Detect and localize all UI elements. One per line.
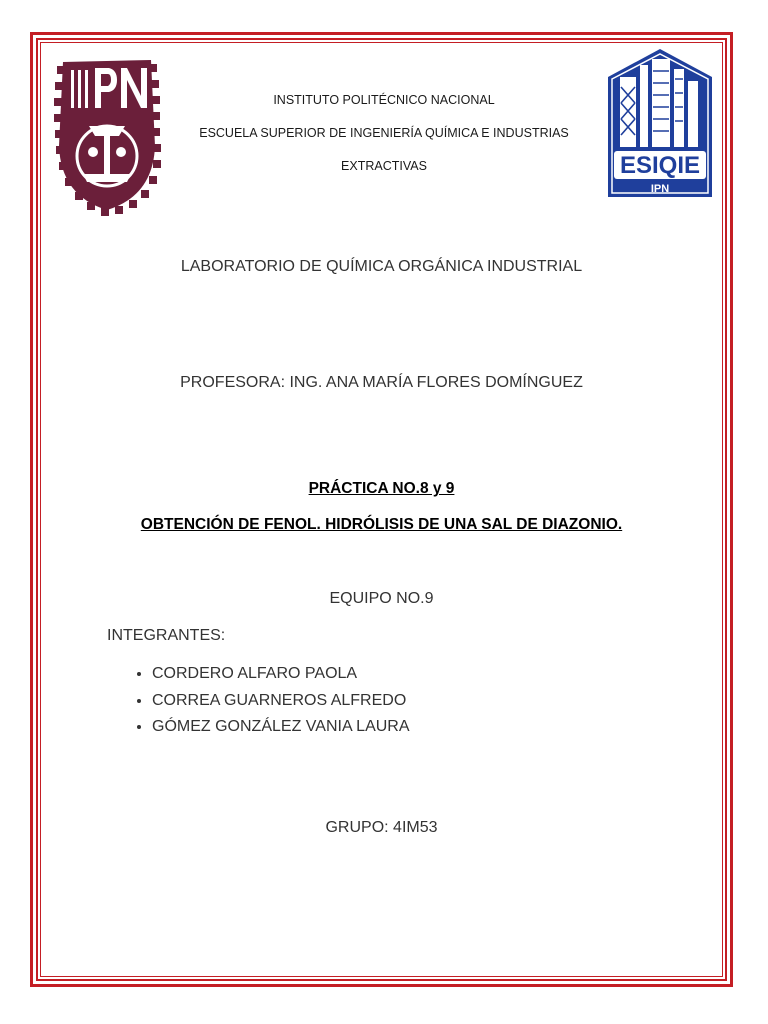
institution-name: INSTITUTO POLITÉCNICO NACIONAL <box>273 93 495 107</box>
school-name: ESCUELA SUPERIOR DE INGENIERÍA QUÍMICA E INDUSTRIAS <box>199 126 569 140</box>
school-name-continued: EXTRACTIVAS <box>341 159 427 173</box>
practice-title: OBTENCIÓN DE FENOL. HIDRÓLISIS DE UNA SAL DE DIAZONIO. <box>140 516 623 533</box>
group-number: GRUPO: 4IM53 <box>325 819 438 836</box>
list-item: • GÓMEZ GONZÁLEZ VANIA LAURA <box>152 716 410 743</box>
members-list <box>132 663 410 743</box>
list-item: • CORREA GUARNEROS ALFREDO <box>152 690 410 717</box>
practice-number: PRÁCTICA NO.8 y 9 <box>308 480 455 497</box>
professor-name: PROFESORA: ING. ANA MARÍA FLORES DOMÍNGUEZ <box>180 374 583 391</box>
ipn-logo <box>53 56 161 222</box>
list-item: • CORDERO ALFARO PAOLA <box>152 663 410 690</box>
team-number: EQUIPO NO.9 <box>329 590 434 607</box>
laboratory-title: LABORATORIO DE QUÍMICA ORGÁNICA INDUSTRIAL <box>180 258 583 275</box>
esiqie-logo-text: ESIQIE <box>619 152 701 179</box>
members-label: INTEGRANTES: <box>107 627 226 644</box>
esiqie-logo-subtext: IPN <box>650 183 670 195</box>
esiqie-logo <box>604 47 716 202</box>
